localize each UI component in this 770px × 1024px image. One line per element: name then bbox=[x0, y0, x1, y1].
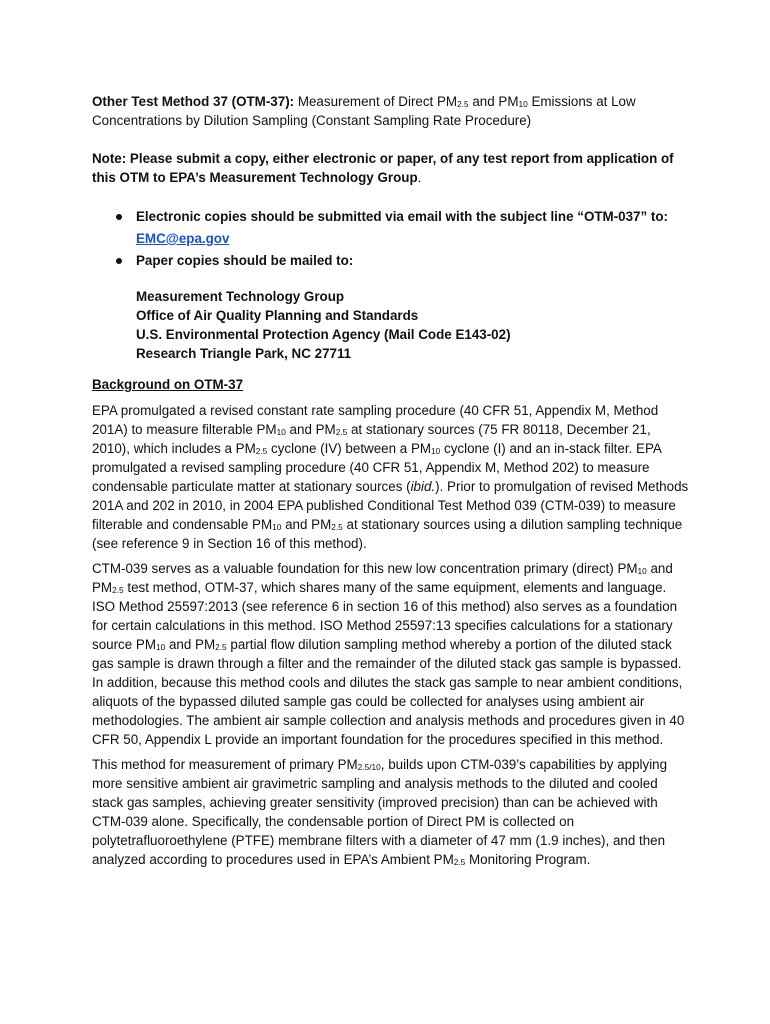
address-line: Office of Air Quality Planning and Standards bbox=[136, 308, 419, 323]
address-line: U.S. Environmental Protection Agency (Mail Code E143-02) bbox=[136, 327, 511, 342]
address-line: Research Triangle Park, NC 27711 bbox=[136, 346, 352, 361]
email-link[interactable]: EMC@epa.gov bbox=[136, 231, 230, 246]
bullet-icon bbox=[116, 258, 122, 264]
submission-note: Note: Please submit a copy, either electronic or paper, of any test report from application of this OTM to EPA’s Measurement Technology Group. bbox=[92, 151, 674, 185]
list-item: Electronic copies should be submitted via email with the subject line “OTM-037” to: EMC@epa.gov bbox=[116, 206, 692, 250]
paragraph: This method for measurement of primary $PM_{2.5/10}$, builds upon CTM-039’s capabilities by applying more sensitive ambient air gravimetric sampling and analysis methods to the diluted and cooled stack gas samples, achieving greater sensitivity (improved precision) than can be achieved with CTM-039 alone. Specifically, the condensable portion of Direct PM is collected on polytetrafluoroethylene (PTFE) membrane filters with a diameter of 47 mm (1.9 inches), and then analyzed according to procedures used in EPA’s Ambient $PM_{2.5}$ Monitoring Program. bbox=[92, 757, 668, 868]
address-line: Measurement Technology Group bbox=[136, 289, 345, 304]
bullet-icon bbox=[116, 214, 122, 220]
paragraph: EPA promulgated a revised constant rate sampling procedure (40 CFR 51, Appendix M, Method 201A) to measure filterable $PM_{10}$ and $PM_{2.5}$ at stationary sources (75 FR 80118, December 21, 2010), which includes a $PM_{2.5}$ cyclone (IV) between a $PM_{10}$ cyclone (I) and an in-stack filter. EPA promulgated a revised sampling procedure (40 CFR 51, Appendix M, Method 202) to measure condensable particulate matter at stationary sources (ibid.). Prior to promulgation of revised Methods 201A and 202 in 2010, in 2004 EPA published Conditional Test Method 039 (CTM-039) to measure filterable and condensable $PM_{10}$ and $PM_{2.5}$ at stationary sources using a dilution sampling technique (see reference 9 in Section 16 of this method). bbox=[92, 403, 689, 551]
section-heading: Background on OTM-37 bbox=[92, 377, 244, 392]
mailing-address bbox=[92, 287, 692, 363]
submission-list bbox=[92, 206, 692, 272]
document-title: Other Test Method 37 (OTM-37): Measurement of Direct $PM_{2.5}$ and $PM_{10}$ Emissions at Low Concentrations by Dilution Sampling (Constant Sampling Rate Procedure) bbox=[92, 94, 636, 128]
title-method-id: Other Test Method 37 (OTM-37): bbox=[92, 94, 295, 109]
document-page bbox=[92, 92, 692, 875]
paragraph: CTM-039 serves as a valuable foundation for this new low concentration primary (direct) $PM_{10}$ and $PM_{2.5}$ test method, OTM-37, which shares many of the same equipment, elements and language. ISO Method 25597:2013 (see reference 6 in section 16 of this method) also serves as a foundation for certain calculations in this method. ISO Method 25597:13 specifies calculations for a stationary source $PM_{10}$ and $PM_{2.5}$ partial flow dilution sampling method whereby a portion of the diluted stack gas sample is drawn through a filter and the remainder of the diluted stack gas sample is bypassed. In addition, because this method cools and dilutes the stack gas sample to near ambient conditions, aliquots of the bypassed diluted sample gas could be collected for analyses using ambient air methodologies. The ambient air sample collection and analysis methods and procedures given in 40 CFR 50, Appendix L provide an important foundation for the procedures specified in this method. bbox=[92, 561, 685, 747]
list-item: Paper copies should be mailed to: bbox=[116, 250, 692, 272]
